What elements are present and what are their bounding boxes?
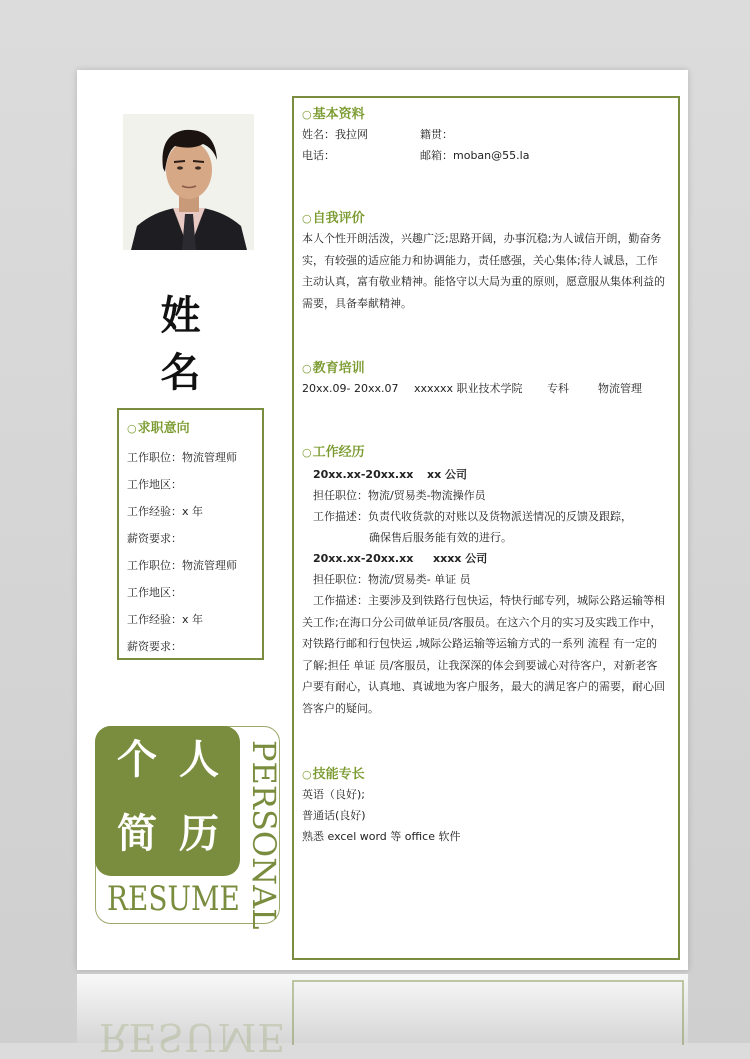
reflection-box	[292, 980, 684, 1045]
bullet-circle-icon: ○	[302, 212, 312, 225]
job-desc-line: 户要有耐心，认真地、真诚地为客户服务，最大的满足客户的需要，耐心回	[302, 680, 665, 693]
basic-info-title	[302, 106, 672, 124]
phone-label: 电话：	[302, 149, 335, 162]
education-title-text: 教育培训	[312, 361, 365, 376]
basic-info-row	[302, 145, 672, 166]
job-position: 担任职位：物流/贸易类- 单证 员	[313, 573, 471, 586]
job-intent-title	[127, 420, 262, 438]
job-desc-line: 确保售后服务能有效的进行。	[369, 531, 512, 544]
bullet-circle-icon: ○	[302, 362, 312, 375]
bullet-circle-icon: ○	[127, 422, 137, 435]
profile-photo	[123, 114, 254, 250]
logo-green-block	[95, 726, 240, 876]
job-intent-box	[117, 408, 264, 660]
education-period: 20xx.09- 20xx.07	[302, 382, 399, 395]
education-major: 物流管理	[598, 382, 642, 395]
self-eval-section	[302, 210, 672, 314]
job-company: xx 公司	[427, 468, 468, 481]
education-section	[302, 360, 672, 399]
skills-title	[302, 766, 672, 784]
job-intent-title-text: 求职意向	[137, 421, 190, 436]
self-eval-line: 本人个性开朗活泼，兴趣广泛;思路开阔，办事沉稳;为人诚信开朗，勤奋务	[302, 232, 662, 245]
job-desc-line: 工作描述：负责代收货款的对账以及货物派送情况的反馈及跟踪，	[313, 510, 632, 523]
email-field	[420, 145, 529, 166]
intent-label: 工作经验：	[127, 505, 182, 518]
job-position: 担任职位：物流/贸易类-物流操作员	[313, 489, 486, 502]
self-eval-title	[302, 210, 672, 228]
job-intent-list	[127, 444, 262, 660]
education-school: xxxxxx 职业技术学院	[414, 382, 523, 395]
skill-item: 普通话(良好)	[302, 809, 366, 822]
intent-row	[127, 633, 262, 660]
intent-label: 工作地区：	[127, 478, 182, 491]
logo-char: 历	[179, 811, 219, 857]
self-eval-line: 主动认真，富有敬业精神。能恪守以大局为重的原则，愿意服从集体利益的	[302, 275, 665, 288]
logo-personal-text: PERSONAL	[245, 740, 283, 930]
intent-label: 工作经验：	[127, 613, 182, 626]
email-label: 邮箱：	[420, 149, 453, 162]
native-label: 籍贯：	[420, 128, 453, 141]
intent-row	[127, 525, 262, 552]
intent-label: 工作地区：	[127, 586, 182, 599]
skills-title-text: 技能专长	[312, 767, 365, 782]
intent-row	[127, 444, 262, 471]
education-degree: 专科	[547, 382, 569, 395]
intent-value: x 年	[182, 613, 204, 626]
main-content-box	[292, 96, 680, 960]
name-heading: 姓 名	[160, 293, 219, 396]
intent-value: 物流管理师	[182, 451, 237, 464]
personal-resume-logo	[95, 726, 283, 930]
basic-info-title-text: 基本资料	[312, 107, 365, 122]
logo-char: 人	[179, 737, 219, 783]
job-desc-line: 答客户的疑问。	[302, 701, 379, 715]
skill-item: 英语（良好);	[302, 788, 365, 801]
intent-value: x 年	[182, 505, 204, 518]
intent-row	[127, 471, 262, 498]
intent-label: 工作职位：	[127, 451, 182, 464]
job-desc-line: 关工作;在海口分公司做单证员/客服员。在这六个月的实习及实践工作中，	[302, 615, 662, 629]
logo-char: 个	[117, 737, 157, 783]
job-period: 20xx.xx-20xx.xx	[313, 552, 414, 565]
intent-row	[127, 552, 262, 579]
job-header	[302, 548, 672, 569]
education-title	[302, 360, 672, 378]
job-period: 20xx.xx-20xx.xx	[313, 468, 414, 481]
phone-field	[302, 145, 420, 166]
intent-row	[127, 606, 262, 633]
page-reflection	[77, 974, 688, 1059]
intent-row	[127, 498, 262, 525]
name-field	[302, 124, 420, 145]
intent-label: 工作职位：	[127, 559, 182, 572]
job-desc-line: 对铁路行邮和行包快运 ,城际公路运输等运输方式的一系列 流程 有一定的	[302, 637, 657, 650]
intent-row	[127, 579, 262, 606]
bullet-circle-icon: ○	[302, 446, 312, 459]
self-eval-line: 实，有较强的适应能力和协调能力，责任感强，关心集体;待人诚恳，工作	[302, 253, 658, 267]
resume-page	[77, 70, 688, 970]
person-portrait-image	[123, 114, 254, 250]
experience-title-text: 工作经历	[312, 445, 365, 460]
self-eval-line: 需要，具备奉献精神。	[302, 296, 412, 310]
native-field	[420, 124, 453, 145]
intent-value: 物流管理师	[182, 559, 237, 572]
job-desc-line: 工作描述：主要涉及到铁路行包快运，特快行邮专列，城际公路运输等相	[313, 594, 665, 607]
job-desc-line: 了解;担任 单证 员/客服员，让我深深的体会到要诚心对待客户，对新老客	[302, 658, 658, 672]
job-header	[302, 464, 672, 485]
basic-info-section	[302, 106, 672, 166]
name-value: 我拉网	[335, 128, 368, 141]
education-row	[302, 378, 672, 399]
intent-label: 薪资要求：	[127, 640, 182, 653]
logo-resume-text: RESUME	[107, 879, 240, 919]
self-eval-title-text: 自我评价	[312, 211, 365, 226]
intent-label: 薪资要求：	[127, 532, 182, 545]
job-company: xxxx 公司	[433, 552, 488, 565]
basic-info-row	[302, 124, 672, 145]
logo-char: 简	[117, 811, 157, 857]
experience-section	[302, 444, 672, 719]
email-value: moban@55.la	[453, 149, 530, 162]
experience-title	[302, 444, 672, 462]
reflection-resume-text: RESUME	[99, 1015, 287, 1059]
skill-item: 熟悉 excel word 等 office 软件	[302, 830, 461, 843]
bullet-circle-icon: ○	[302, 768, 312, 781]
skills-section	[302, 766, 672, 847]
name-label: 姓名：	[302, 128, 335, 141]
bullet-circle-icon: ○	[302, 108, 312, 121]
